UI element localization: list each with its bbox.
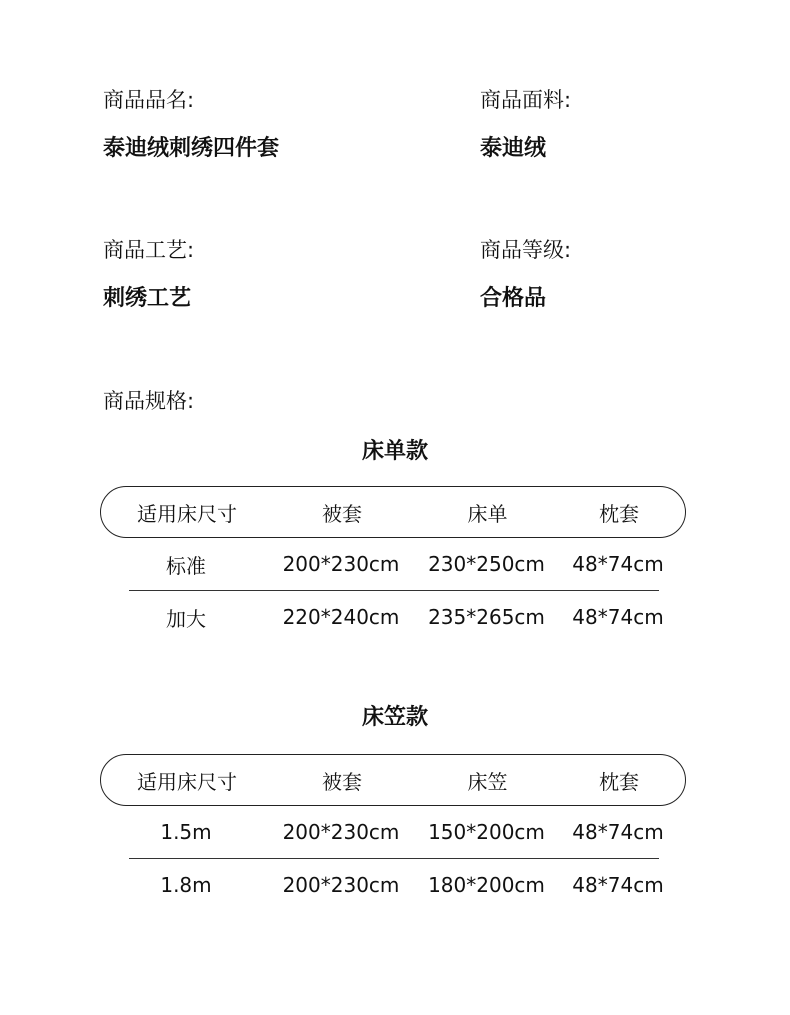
- header-fitted-sheet: 床笠: [467, 769, 508, 794]
- cell-sheet: 235*265cm: [428, 605, 545, 629]
- product-name-label: 商品品名:: [103, 88, 195, 112]
- product-grade-label: 商品等级:: [480, 238, 572, 262]
- product-fabric-field: [480, 86, 571, 164]
- product-name-field: [103, 86, 279, 164]
- header-bed-size: 适用床尺寸: [137, 769, 237, 794]
- cell-duvet-cover: 200*230cm: [282, 873, 400, 897]
- cell-bed-size: 1.5m: [160, 820, 212, 844]
- cell-duvet-cover: 200*230cm: [282, 820, 400, 844]
- table-row: [100, 806, 686, 858]
- product-grade-value: 合格品: [480, 286, 547, 311]
- cell-fitted-sheet: 150*200cm: [428, 820, 545, 844]
- product-craft-field: [103, 236, 194, 314]
- header-sheet: 床单: [467, 501, 508, 526]
- table-row: [100, 859, 686, 911]
- fitted-set-table: [100, 754, 686, 911]
- product-craft-label: 商品工艺:: [103, 238, 195, 262]
- product-spec-field: [103, 387, 194, 415]
- product-name-value: 泰迪绒刺绣四件套: [103, 136, 280, 161]
- header-pillowcase: 枕套: [599, 501, 639, 526]
- header-pillowcase: 枕套: [599, 769, 639, 794]
- cell-bed-size: 加大: [166, 606, 206, 631]
- product-fabric-value: 泰迪绒: [480, 136, 547, 161]
- product-spec-label: 商品规格:: [103, 389, 195, 413]
- cell-pillowcase: 48*74cm: [572, 820, 664, 844]
- header-bed-size: 适用床尺寸: [137, 501, 237, 526]
- cell-bed-size: 1.8m: [160, 873, 212, 897]
- cell-bed-size: 标准: [166, 553, 206, 578]
- table-header: [100, 754, 686, 806]
- sheet-set-table: [100, 486, 686, 643]
- product-craft-value: 刺绣工艺: [103, 286, 192, 311]
- table-row: [100, 591, 686, 643]
- sheet-set-title: 床单款: [361, 439, 428, 464]
- product-grade-field: [480, 236, 571, 314]
- cell-pillowcase: 48*74cm: [572, 552, 664, 576]
- header-duvet-cover: 被套: [322, 501, 362, 526]
- header-duvet-cover: 被套: [322, 769, 362, 794]
- table-row: [100, 538, 686, 590]
- fitted-set-title: 床笠款: [361, 705, 428, 730]
- cell-pillowcase: 48*74cm: [572, 605, 664, 629]
- cell-duvet-cover: 220*240cm: [282, 605, 400, 629]
- table-header: [100, 486, 686, 538]
- cell-duvet-cover: 200*230cm: [282, 552, 400, 576]
- product-fabric-label: 商品面料:: [480, 88, 572, 112]
- cell-fitted-sheet: 180*200cm: [428, 873, 545, 897]
- cell-pillowcase: 48*74cm: [572, 873, 664, 897]
- cell-sheet: 230*250cm: [428, 552, 545, 576]
